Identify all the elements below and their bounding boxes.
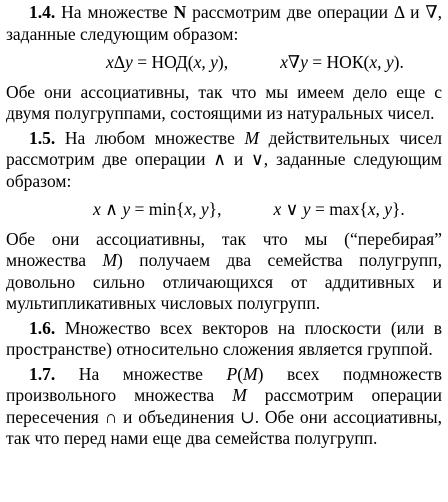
formula-1-5 — [6, 199, 442, 221]
formula-1-4 — [6, 52, 442, 74]
formula-min: x ∧ y = min{x, y}, — [93, 199, 222, 219]
formula-lcm: x∇y = НОК(x, y). — [280, 52, 404, 72]
paragraph-1-6: 1.6. Множество всех векторов на плоскости (или в пространстве) относительно сложения является группой. — [6, 317, 442, 359]
set-symbol: N — [173, 2, 187, 22]
paragraph-1-4-continuation: Обе они ассоциативны, так что мы имеем дело еще с двумя полугруппами, состоящими из натуральных чисел. — [6, 81, 442, 123]
formula-gcd: xΔy = НОД(x, y), — [106, 52, 229, 72]
set-symbol: M — [244, 127, 260, 148]
paragraph-1-5: 1.5. На любом множестве M действительных чисел рассмотрим две операции ∧ и ∨, заданные следующим образом: — [6, 127, 442, 191]
formula-max: x ∨ y = max{x, y}. — [273, 199, 405, 219]
section-number: 1.5. — [29, 127, 56, 148]
section-number: 1.7. — [29, 363, 56, 384]
paragraph-1-5-continuation: Обе они ассоциативны, так что мы (“перебирая” множества M) получаем два семейства полугрупп, довольно сильно отличающихся от аддитивных и мультипликативных числовых полугрупп. — [6, 228, 442, 313]
powerset-symbol: P — [226, 363, 238, 384]
section-number: 1.4. — [29, 2, 56, 22]
section-number: 1.6. — [29, 317, 56, 338]
set-symbol: M — [102, 250, 118, 270]
paragraph-1-7: 1.7. На множестве P(M) всех подмножеств произвольного множества M рассмотрим операции пересечения ∩ и объединения ∪. Обе они ассоциативны, так что перед нами еще два семейства полугрупп. — [6, 363, 442, 448]
paragraph-1-4: 1.4. На множестве N рассмотрим две операции Δ и ∇, заданные следующим образом: — [6, 2, 442, 44]
set-symbol: M — [232, 385, 247, 405]
